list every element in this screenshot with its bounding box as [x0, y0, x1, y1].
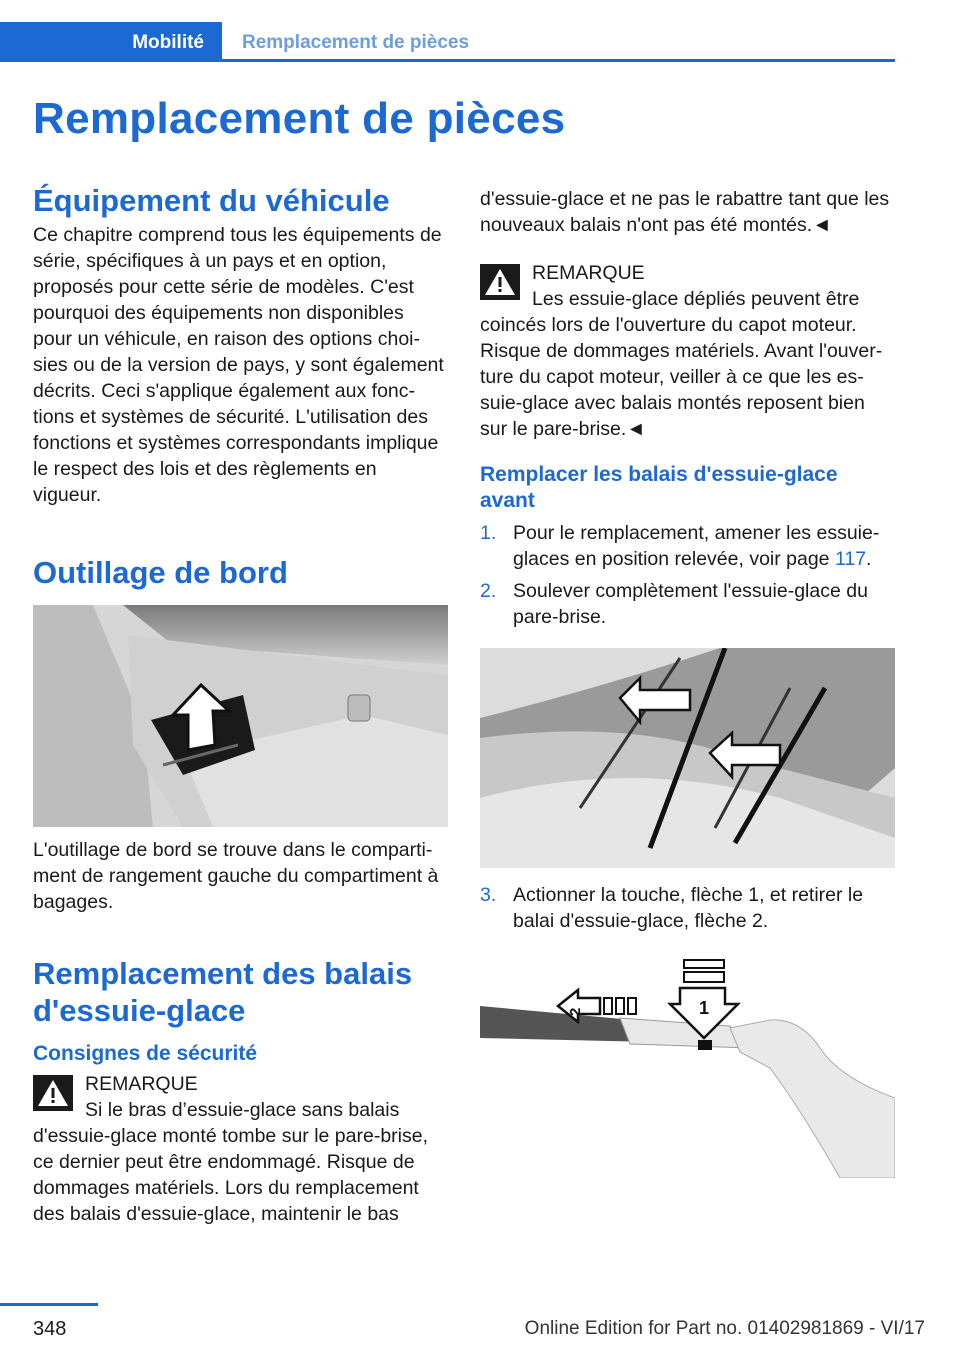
list-item	[480, 520, 895, 572]
figure-arrow-label-2: 2	[567, 1007, 584, 1016]
heading-safety-notes: Consignes de sécurité	[33, 1042, 258, 1065]
warning-text: d'essuie-glace monté tombe sur le pare-brise, ce dernier peut être endommagé. Risque de dommages matériels. Lors du remplacement des balais d'essuie-glace, maintenir le bas	[33, 1125, 428, 1225]
heading-onboard-tools: Outillage de bord	[33, 555, 288, 590]
warning-block-1	[33, 1071, 448, 1227]
heading-replace-front-wipers: Remplacer les balais d'essuie-glace avant	[480, 463, 838, 512]
step-text-tail: .	[866, 548, 872, 570]
warning-label: REMARQUE	[85, 1073, 198, 1095]
warning-label: REMARQUE	[532, 262, 645, 284]
warning-first-line: Les essuie-glace dépliés peuvent être	[532, 288, 860, 310]
heading-wiper-replacement: Remplacement des balais d'essuie-glace	[33, 956, 413, 1028]
left-column	[33, 182, 448, 1227]
paragraph-continued: d'essuie-glace et ne pas le rabattre tant que les nouveaux balais n'ont pas été montés.◄	[480, 188, 890, 236]
list-item	[480, 578, 895, 630]
warning-triangle-icon	[480, 264, 520, 300]
windshield-image	[480, 648, 895, 868]
right-column	[480, 186, 895, 1178]
figure-arrow-label-1: 1	[699, 998, 710, 1018]
step-number: 1.	[480, 522, 497, 544]
page-header	[0, 22, 895, 62]
warning-text: coincés lors de l'ouverture du capot moteur. Risque de dommages matériels. Avant l'ouverture du capot moteur, veiller à ce que les essuie-glace avec balais montés reposent bien sur le pare-brise.◄	[480, 314, 883, 440]
step-number: 2.	[480, 580, 497, 602]
edition-note: Online Edition for Part no. 01402981869 - VI/17	[524, 1318, 925, 1339]
steps-list-continued	[480, 882, 895, 934]
steps-list	[480, 520, 895, 630]
footer-rule	[0, 1303, 98, 1306]
trunk-image	[33, 605, 448, 827]
trunk-illustration	[33, 605, 448, 827]
warning-first-line: Si le bras d’essuie-glace sans balais	[85, 1099, 400, 1121]
step-text: Pour le remplacement, amener les essuie-glaces en position relevée, voir page	[513, 522, 880, 570]
page-title: Remplacement de pièces	[33, 94, 566, 143]
wiper-blade-illustration	[480, 948, 895, 1178]
step-text: Soulever complètement l'essuie-glace du pare-brise.	[513, 580, 868, 628]
heading-vehicle-equipment: Équipement du véhicule	[33, 183, 390, 218]
step-number: 3.	[480, 884, 497, 906]
wiper-blade-image	[480, 948, 895, 1178]
windshield-illustration	[480, 648, 895, 868]
warning-block-2	[480, 260, 895, 442]
paragraph-onboard-tools: L'outillage de bord se trouve dans le compartiment de rangement gauche du compartiment à bagages.	[33, 839, 439, 913]
warning-triangle-icon	[33, 1075, 73, 1111]
page-number: 348	[33, 1318, 67, 1340]
header-section-tab[interactable]: Mobilité	[0, 22, 222, 62]
step-text: Actionner la touche, flèche 1, et retirer le balai d'essuie-glace, flèche 2.	[513, 884, 864, 932]
page-link[interactable]: 117	[834, 548, 867, 570]
list-item	[480, 882, 895, 934]
header-topic-tab[interactable]: Remplacement de pièces	[242, 32, 470, 53]
paragraph-vehicle-equipment: Ce chapitre comprend tous les équipements de série, spécifiques à un pays et en option, proposés pour cette série de modèles. C'est pourquoi des équipements non disponibles pour un véhicule, en raison des options choisies ou de la version de pays, y sont également décrits. Ceci s'applique également aux fonctions et systèmes de sécurité. L'utilisation des fonctions et systèmes correspondants implique le respect des lois et des règlements en vigueur.	[33, 224, 444, 506]
